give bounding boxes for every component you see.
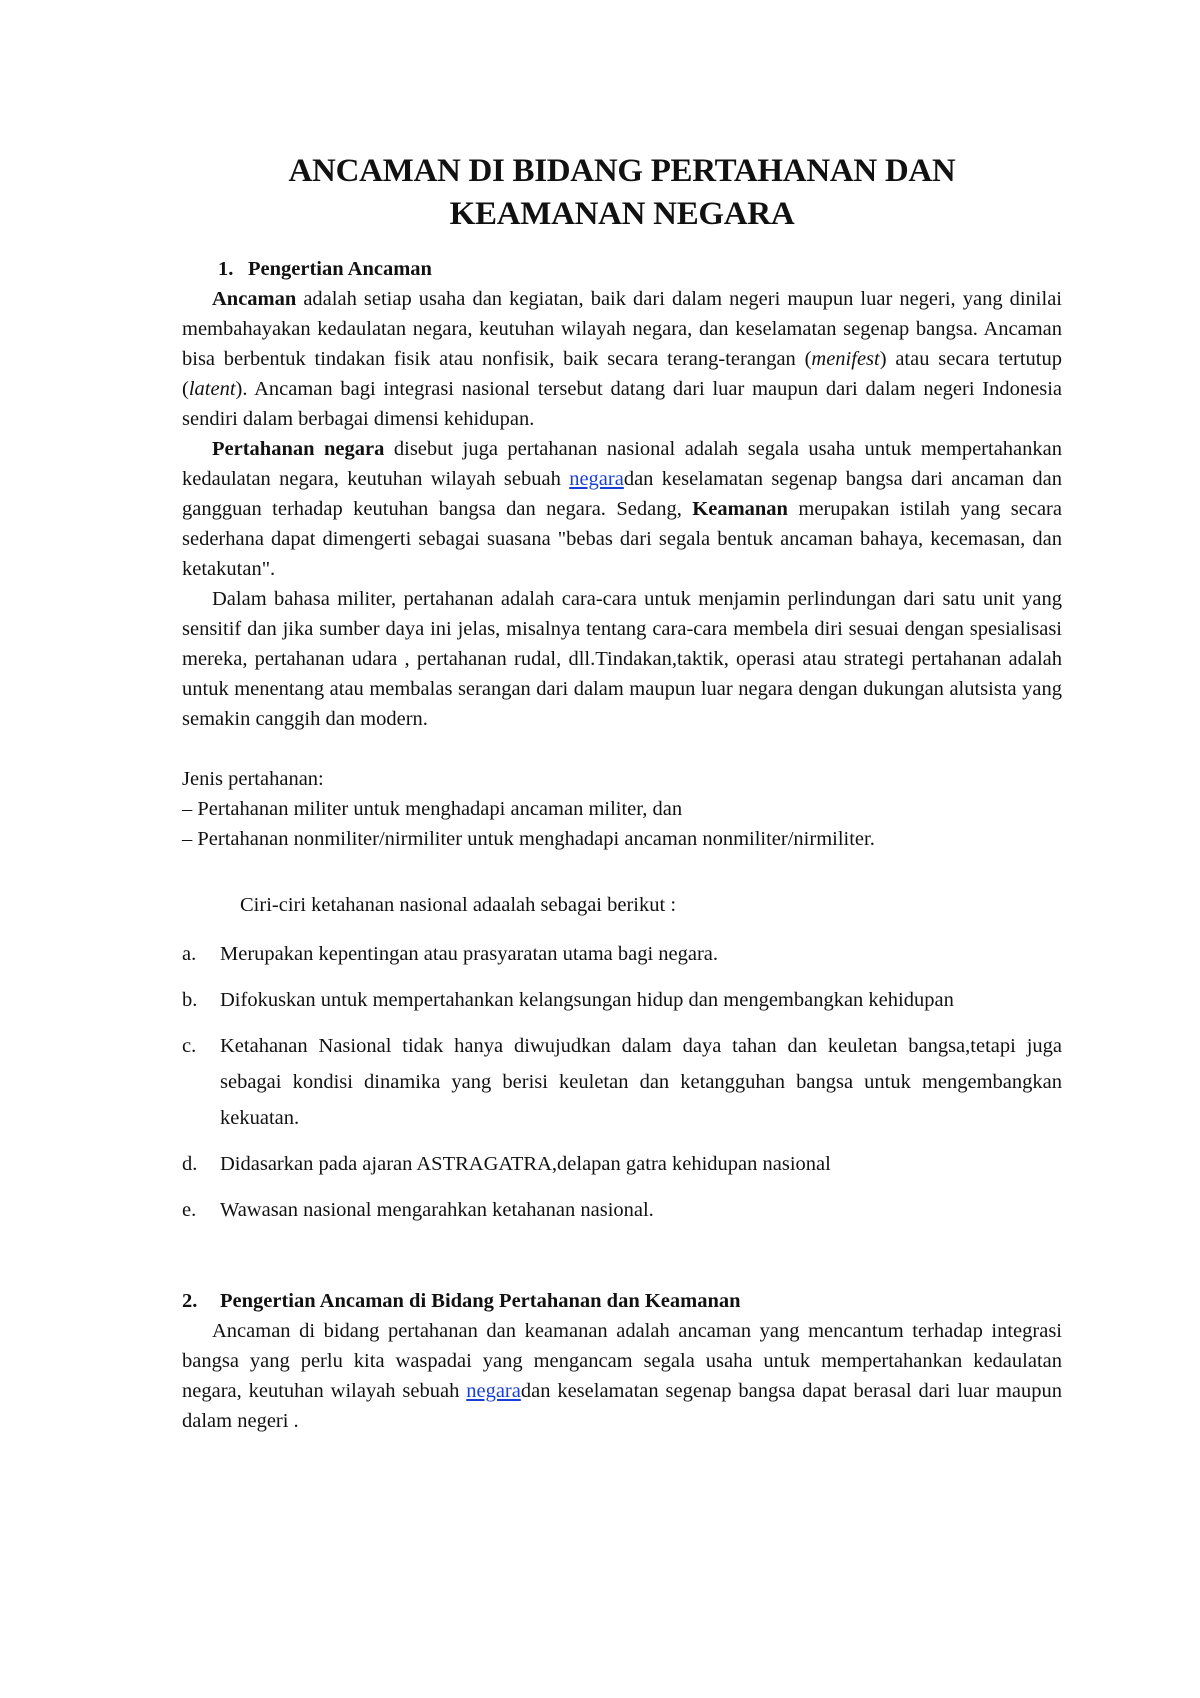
list-marker: d. — [182, 1153, 198, 1175]
section-1-number: 1. — [218, 258, 234, 280]
list-item — [182, 982, 1062, 1018]
term-keamanan: Keamanan — [692, 498, 788, 520]
document-title — [182, 150, 1062, 236]
paragraph-text: ) atau secara tertutup ( — [182, 348, 1062, 400]
paragraph-pertahanan-negara — [182, 434, 1062, 584]
section-1-heading — [182, 254, 1062, 284]
jenis-pertahanan-label: Jenis pertahanan: — [182, 768, 324, 790]
term-latent: latent — [188, 378, 236, 400]
paragraph-text: merupakan istilah yang secara sederhana dapat dimengerti sebagai suasana "bebas dari segala bentuk ancaman bahaya, kecemasan, dan ketakutan". — [182, 498, 1062, 580]
list-marker: c. — [182, 1035, 197, 1057]
paragraph-bahasa-militer: Dalam bahasa militer, pertahanan adalah cara-cara untuk menjamin perlindungan dari satu unit yang sensitif dan jika sumber daya ini jelas, misalnya tentang cara-cara membela diri sesuai dengan spesialisasi mereka, pertahanan udara , pertahanan rudal, dll.Tindakan,taktik, operasi atau strategi pertahanan adalah untuk menentang atau membalas serangan dari dalam maupun luar negara dengan dukungan alutsista yang semakin canggih dan modern. — [182, 588, 1062, 730]
list-marker: b. — [182, 989, 198, 1011]
section-2-number: 2. — [182, 1290, 198, 1312]
list-item — [182, 1192, 1062, 1228]
section-2-heading-text: Pengertian Ancaman di Bidang Pertahanan dan Keamanan — [220, 1290, 741, 1312]
list-item — [182, 1146, 1062, 1182]
negara-link[interactable]: negara — [569, 468, 624, 490]
list-marker: a. — [182, 943, 197, 965]
paragraph-ancaman — [182, 284, 1062, 434]
list-item — [182, 1028, 1062, 1136]
title-line-1: ANCAMAN DI BIDANG PERTAHANAN DAN — [288, 153, 956, 189]
title-line-2: KEAMANAN NEGARA — [449, 196, 795, 232]
list-text: Didasarkan pada ajaran ASTRAGATRA,delapan gatra kehidupan nasional — [220, 1153, 831, 1175]
negara-link[interactable]: negara — [466, 1380, 521, 1402]
section-1-heading-text: Pengertian Ancaman — [248, 258, 432, 280]
term-pertahanan-negara: Pertahanan negara — [212, 438, 385, 460]
ciri-list — [182, 936, 1062, 1228]
jenis-item-2: – Pertahanan nonmiliter/nirmiliter untuk menghadapi ancaman nonmiliter/nirmiliter. — [182, 828, 875, 850]
paragraph-text: dan keselamatan segenap bangsa dari ancaman dan gangguan terhadap keutuhan bangsa dan negara. Sedang, — [182, 468, 1063, 520]
paragraph-text: adalah setiap usaha dan kegiatan, baik dari dalam negeri maupun luar negeri, yang dinilai membahayakan kedaulatan negara, keutuhan wilayah negara, dan keselamatan segenap bangsa. Ancaman bisa berbentuk tindakan fisik atau nonfisik, baik secara terang-terangan ( — [182, 288, 1062, 370]
list-marker: e. — [182, 1199, 197, 1221]
list-text: Difokuskan untuk mempertahankan kelangsungan hidup dan mengembangkan kehidupan — [220, 989, 954, 1011]
list-text: Wawasan nasional mengarahkan ketahanan nasional. — [220, 1199, 654, 1221]
jenis-item-1: – Pertahanan militer untuk menghadapi ancaman militer, dan — [182, 798, 683, 820]
paragraph-text: ). Ancaman bagi integrasi nasional tersebut datang dari luar maupun dari dalam negeri Indonesia sendiri dalam berbagai dimensi kehidupan. — [182, 378, 1062, 430]
term-ancaman: Ancaman — [212, 288, 297, 310]
section-2-heading — [182, 1286, 1062, 1316]
paragraph-ancaman-hankam — [182, 1316, 1062, 1436]
list-text: Ketahanan Nasional tidak hanya diwujudkan dalam daya tahan dan keuletan bangsa,tetapi juga sebagai kondisi dinamika yang berisi keuletan dan ketangguhan bangsa untuk mengembangkan kekuatan. — [220, 1035, 1062, 1129]
term-menifest: menifest — [811, 348, 880, 370]
paragraph-text: dan keselamatan segenap bangsa dapat berasal dari luar maupun dalam negeri . — [182, 1380, 1062, 1432]
paragraph-text: disebut juga pertahanan nasional adalah segala usaha untuk mempertahankan kedaulatan negara, keutuhan wilayah sebuah — [182, 438, 1062, 490]
list-text: Merupakan kepentingan atau prasyaratan utama bagi negara. — [220, 943, 719, 965]
paragraph-text: Ancaman di bidang pertahanan dan keamanan adalah ancaman yang mencantum terhadap integrasi bangsa yang perlu kita waspadai yang mengancam segala usaha untuk mempertahankan kedaulatan negara, keutuhan wilayah sebuah — [182, 1320, 1062, 1402]
list-item — [182, 936, 1062, 972]
ciri-intro: Ciri-ciri ketahanan nasional adaalah sebagai berikut : — [240, 894, 677, 916]
